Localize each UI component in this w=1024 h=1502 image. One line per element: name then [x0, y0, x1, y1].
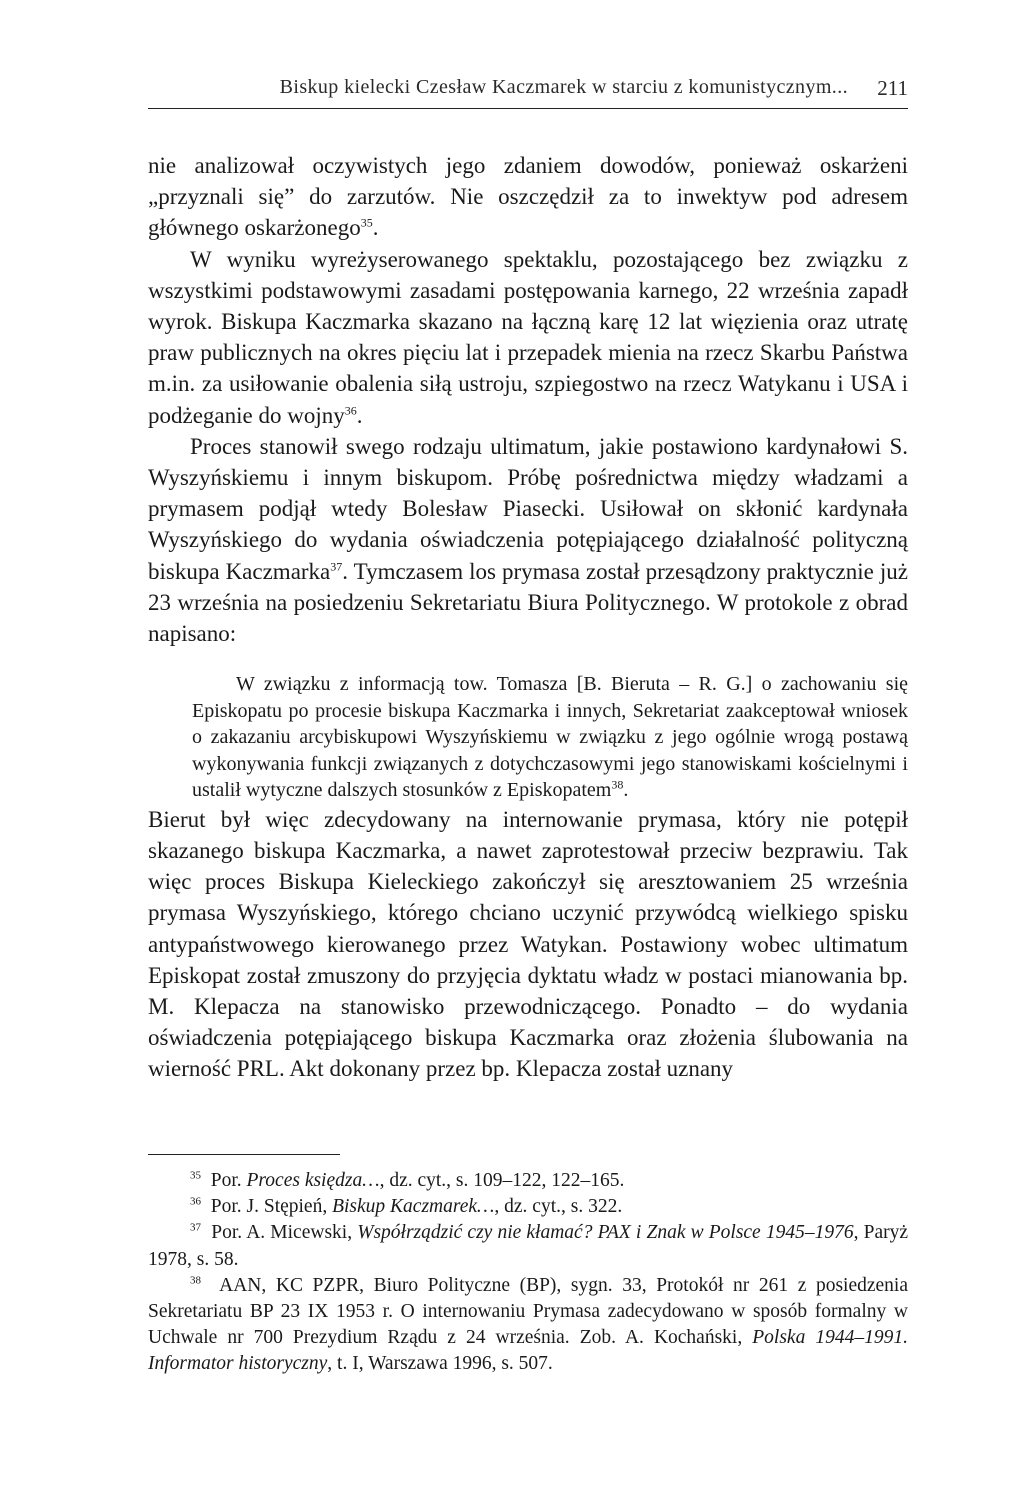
- paragraph-end: .: [356, 402, 363, 428]
- footnote-ref: 38: [611, 777, 624, 792]
- footnote-text: Por.: [210, 1170, 247, 1191]
- paragraph-text: Bierut był więc zdecydowany na internowanie prymasa, który nie potępił skazanego biskupa Kaczmarka, a nawet zaprotestował przeciw bezprawiu. Tak więc proces Biskupa Kieleckiego zakończył się aresztowaniem 25 września prymasa Wyszyńskiego, którego chciano uczynić przywódcą wielkiego spisku antypaństwowego kierowanego przez Watykan. Postawiony wobec ultimatum Episkopat został zmuszony do przyjęcia dyktatu władz w postaci mianowania bp. M. Klepacza na stanowisko przewodniczącego. Ponadto – do wydania oświadczenia potępiającego biskupa Kaczmarka oraz złożenia ślubowania na wierność PRL. Akt dokonany przez bp. Klepacza został uznany: [148, 806, 908, 1082]
- footnote-number: 37: [190, 1221, 201, 1234]
- footnote-ref: 37: [330, 558, 343, 573]
- footnote-title: Proces księdza…: [246, 1170, 380, 1191]
- footnote-ref: 36: [344, 402, 357, 417]
- paragraph-text: W wyniku wyreżyserowanego spektaklu, pozostającego bez związku z wszystkimi podstawowymi zasadami postępowania karnego, 22 września zapadł wyrok. Biskupa Kaczmarka skazano na łączną karę 12 lat więzienia oraz utratę praw publicznych na okres pięciu lat i przepadek mienia na rzecz Skarbu Państwa m.in. za usiłowanie obalenia siłą ustroju, szpiegostwo na rzecz Watykanu i USA i podżeganie do wojny: [148, 246, 908, 428]
- paragraph-text-rest: . Tymczasem los prymasa został przesądzony praktycznie już 23 września na posiedzeniu Sekretariatu Biura Politycznego. W protokole z obrad napisano:: [148, 558, 908, 647]
- paragraph-text: Proces stanowił swego rodzaju ultimatum, jakie postawiono kardynałowi S. Wyszyńskiemu i innym biskupom. Próbę pośrednictwa między władzami a prymasem podjął wtedy Bolesław Piasecki. Usiłował on skłonić kardynała Wyszyńskiego do wydania oświadczenia potępiającego działalność polityczną biskupa Kaczmarka: [148, 433, 908, 584]
- running-header: [148, 72, 908, 109]
- footnote-36: [148, 1194, 908, 1220]
- footnote-divider: [148, 1154, 340, 1155]
- footnote-number: 36: [190, 1195, 201, 1208]
- footnote-number: 38: [190, 1274, 201, 1287]
- running-title: Biskup kielecki Czesław Kaczmarek w starciu z komunistycznym...: [279, 76, 848, 98]
- footnote-text: Por. J. Stępień,: [210, 1196, 333, 1218]
- page-number: 211: [877, 76, 908, 100]
- footnote-35: [148, 1168, 908, 1194]
- footnote-text: Por. A. Micewski,: [211, 1222, 358, 1244]
- footnote-title: Współrządzić czy nie kłamać? PAX i Znak w Polsce 1945–1976: [357, 1222, 854, 1244]
- quote-end: .: [623, 779, 629, 802]
- paragraph-1: [148, 150, 908, 244]
- footnote-title: Polska 1944–1991. Informator historyczny: [148, 1327, 908, 1375]
- footnote-text: , dz. cyt., s. 322.: [494, 1196, 623, 1218]
- footnote-text: AAN, KC PZPR, Biuro Polityczne (BP), sygn. 33, Protokół nr 261 z posiedzenia Sekretariatu BP 23 IX 1953 r. O internowaniu Prymasa zadecydowano w sposób formalny w Uchwale nr 700 Prezydium Rządu z 24 września. Zob. A. Kochański,: [148, 1274, 908, 1349]
- quote-text: W związku z informacją tow. Tomasza [B. Bieruta – R. G.] o zachowaniu się Episkopatu po procesie biskupa Kaczmarka i innych, Sekretariat zaakceptował wniosek o zakazaniu arcybiskupowi Wyszyńskiemu w związku z jego ogólnie wrogą postawą wykonywania funkcji związanych z dotychczasowymi jego stanowiskami kościelnymi i ustalił wytyczne dalszych stosunków z Episkopatem: [192, 673, 908, 802]
- paragraph-3: [148, 431, 908, 649]
- paragraph-4: [148, 804, 908, 1085]
- quote-paragraph: [192, 671, 908, 804]
- footnotes: [148, 1168, 908, 1378]
- paragraph-end: .: [372, 215, 379, 241]
- footnote-number: 35: [190, 1169, 201, 1182]
- paragraph-text: nie analizował oczywistych jego zdaniem dowodów, ponieważ oskarżeni „przyznali się” do zarzutów. Nie oszczędził za to inwektyw pod adresem głównego oskarżonego: [148, 153, 908, 241]
- footnote-ref: 35: [360, 215, 373, 230]
- footnote-38: [148, 1273, 908, 1378]
- footnote-title: Biskup Kaczmarek…: [332, 1196, 495, 1218]
- footnote-text: , dz. cyt., s. 109–122, 122–165.: [379, 1170, 625, 1191]
- paragraph-2: [148, 244, 908, 431]
- block-quote: [192, 671, 908, 804]
- main-text: [148, 150, 908, 1085]
- footnote-37: [148, 1220, 908, 1272]
- footnote-text: , Paryż 1978, s. 58.: [148, 1222, 908, 1270]
- footnote-text: , t. I, Warszawa 1996, s. 507.: [327, 1353, 553, 1375]
